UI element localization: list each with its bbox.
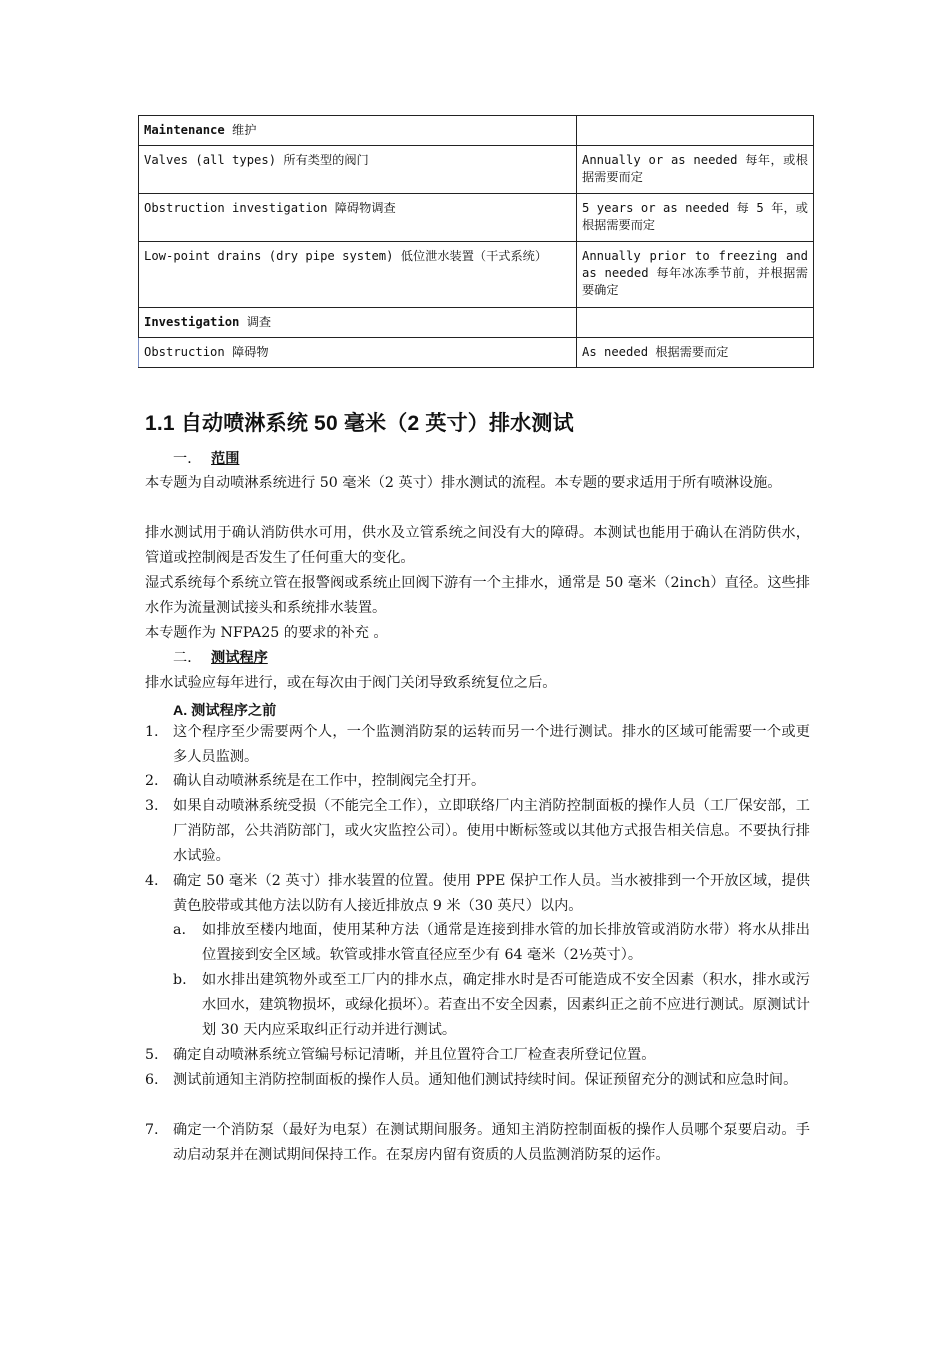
table-cell: 5 years or as needed 每 5 年，或根据需要而定 [577, 194, 814, 242]
section-number: 一． [173, 451, 202, 467]
table-cell [139, 308, 577, 338]
list-number: 6. [145, 1072, 159, 1088]
table-row [139, 194, 814, 242]
list-text: 确定 50 毫米（2 英寸）排水装置的位置。使用 PPE 保护工作人员。当水被排到一个开放区域，提供黄色胶带或其他方法以防有人接近排放点 9 米（30 英尺）以内。 [173, 873, 810, 914]
list-number: 5. [145, 1047, 159, 1063]
table-cell: Obstruction 障碍物 [139, 338, 577, 368]
maintenance-schedule-table [138, 115, 814, 368]
section-title-procedure [173, 646, 268, 671]
table-cell: Annually prior to freezing and as needed 每年冰冻季节前，并根据需要确定 [577, 242, 814, 308]
table-row [139, 116, 814, 146]
paragraph: 排水试验应每年进行，或在每次由于阀门关闭导致系统复位之后。 [145, 675, 557, 691]
table-cell [577, 116, 814, 146]
section-label: Maintenance [144, 123, 225, 137]
section-title: 范围 [211, 451, 240, 467]
section-title-scope [173, 447, 239, 472]
list-text: 确定自动喷淋系统立管编号标记清晰，并且位置符合工厂检查表所登记位置。 [173, 1047, 656, 1063]
paragraph: 湿式系统每个系统立管在报警阀或系统止回阀下游有一个主排水，通常是 50 毫米（2inch）直径。这些排水作为流量测试接头和系统排水装置。 [145, 575, 810, 616]
list-number: 3. [145, 798, 159, 814]
list-text: 如排放至楼内地面，使用某种方法（通常是连接到排水管的加长排放管或消防水带）将水从排出位置接到安全区域。软管或排水管直径应至少有 64 毫米（2½英寸）。 [202, 922, 810, 963]
paragraph: 本专题作为 NFPA25 的要求的补充 。 [145, 625, 388, 641]
table-cell [577, 308, 814, 338]
list-text: 如水排出建筑物外或至工厂内的排水点，确定排水时是否可能造成不安全因素（积水，排水或污水回水，建筑物损坏，或绿化损坏）。若查出不安全因素，因素纠正之前不应进行测试。原测试计划 30 天内应采取纠正行动并进行测试。 [202, 972, 810, 1038]
subsection-title: A. 测试程序之前 [173, 703, 277, 719]
table-cell: Obstruction investigation 障碍物调查 [139, 194, 577, 242]
list-number: 4. [145, 873, 159, 889]
section-title: 测试程序 [211, 650, 268, 666]
table-cell: As needed 根据需要而定 [577, 338, 814, 368]
section-label-cn: 调查 [239, 315, 272, 329]
list-text: 如果自动喷淋系统受损（不能完全工作），立即联络厂内主消防控制面板的操作人员（工厂保安部，工厂消防部，公共消防部门，或火灾监控公司）。使用中断标签或以其他方式报告相关信息。不要执行排水试验。 [173, 798, 810, 864]
section-label: Investigation [144, 315, 240, 329]
table-row [139, 338, 814, 368]
list-letter: b. [173, 972, 187, 988]
paragraph: 排水测试用于确认消防供水可用，供水及立管系统之间没有大的障碍。本测试也能用于确认在消防供水，管道或控制阀是否发生了任何重大的变化。 [145, 525, 810, 566]
list-text: 这个程序至少需要两个人，一个监测消防泵的运转而另一个进行测试。排水的区域可能需要一个或更多人员监测。 [173, 724, 810, 765]
paragraph: 本专题为自动喷淋系统进行 50 毫米（2 英寸）排水测试的流程。本专题的要求适用于所有喷淋设施。 [145, 475, 782, 491]
list-number: 2. [145, 773, 159, 789]
table-cell: Low-point drains (dry pipe system) 低位泄水装置（干式系统） [139, 242, 577, 308]
table-row [139, 146, 814, 194]
table-cell: Annually or as needed 每年，或根据需要而定 [577, 146, 814, 194]
table-row [139, 308, 814, 338]
list-text: 确定一个消防泵（最好为电泵）在测试期间服务。通知主消防控制面板的操作人员哪个泵要启动。手动启动泵并在测试期间保持工作。在泵房内留有资质的人员监测消防泵的运作。 [173, 1122, 810, 1163]
table-cell: Valves (all types) 所有类型的阀门 [139, 146, 577, 194]
section-number: 二． [173, 650, 202, 666]
table-cell [139, 116, 577, 146]
list-text: 确认自动喷淋系统是在工作中，控制阀完全打开。 [173, 773, 486, 789]
list-letter: a. [173, 922, 186, 938]
list-text: 测试前通知主消防控制面板的操作人员。通知他们测试持续时间。保证预留充分的测试和应急时间。 [173, 1072, 798, 1088]
table-row [139, 242, 814, 308]
section-label-cn: 维护 [224, 123, 257, 137]
list-number: 7. [145, 1122, 159, 1138]
list-number: 1. [145, 724, 159, 740]
page-heading: 1.1 自动喷淋系统 50 毫米（2 英寸）排水测试 [145, 412, 574, 435]
